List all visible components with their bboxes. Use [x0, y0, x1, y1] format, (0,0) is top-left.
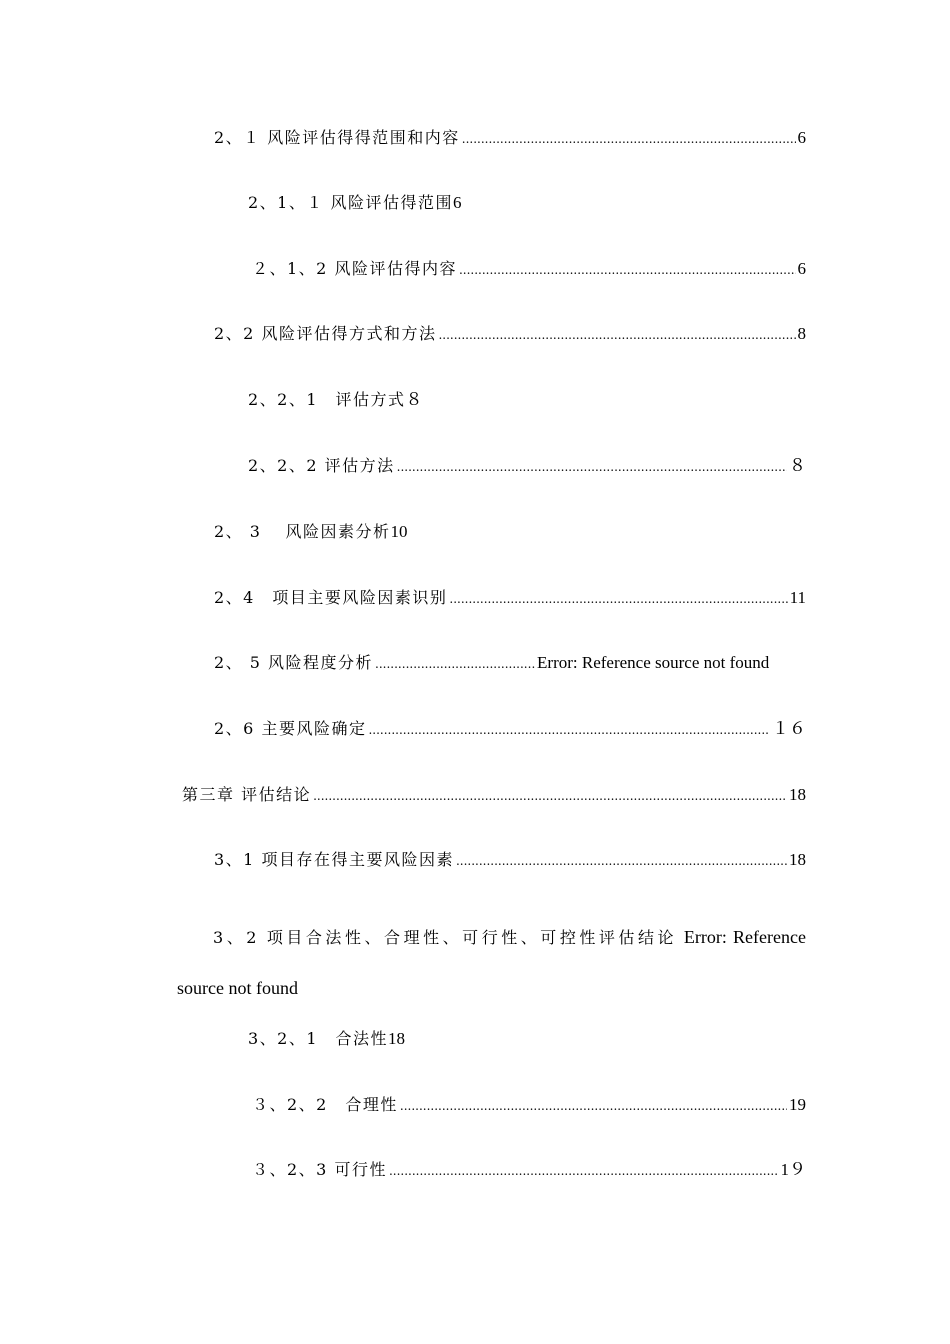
- toc-leader-dots: [313, 784, 787, 808]
- toc-entry-title: 3、2 项目合法性、合理性、可行性、可控性评估结论: [213, 928, 678, 947]
- toc-entry-title: ２、1、2 风险评估得内容: [252, 259, 457, 278]
- toc-entry-wrapped[interactable]: [177, 912, 806, 1014]
- toc-entry[interactable]: [214, 126, 806, 150]
- toc-entry-page: 8: [797, 324, 806, 343]
- toc-entry-page: 6: [797, 259, 806, 278]
- toc-entry-page: ８: [789, 456, 806, 475]
- toc-entry-title: ３、2、3 可行性: [252, 1160, 387, 1179]
- toc-entry-title: 第三章 评估结论: [182, 785, 312, 804]
- toc-entry-title: ３、2、2 合理性: [252, 1095, 398, 1114]
- toc-entry-page: 18: [789, 850, 806, 869]
- toc-leader-dots: [375, 652, 535, 676]
- toc-entry-page: Error: Reference source not found: [177, 927, 806, 998]
- toc-leader-dots: [397, 455, 787, 479]
- toc-entry[interactable]: [214, 717, 806, 741]
- toc-entry[interactable]: [252, 1158, 806, 1182]
- toc-entry[interactable]: [252, 1093, 806, 1117]
- toc-entry-title: 2、１ 风险评估得得范围和内容: [214, 128, 460, 147]
- toc-leader-dots: [459, 258, 796, 282]
- toc-entry-page: 1９: [780, 1160, 806, 1179]
- toc-entry-page: 6: [797, 128, 806, 147]
- toc-entry-title: 2、2 风险评估得方式和方法: [214, 324, 437, 343]
- toc-entry[interactable]: [252, 257, 806, 281]
- toc-entry-page: Error: Reference source not found: [537, 653, 770, 672]
- toc-entry-page: 19: [789, 1095, 806, 1114]
- toc-entry-title: 2、2、2 评估方法: [248, 456, 395, 475]
- toc-entry[interactable]: [248, 1027, 806, 1051]
- toc-entry[interactable]: [214, 322, 806, 346]
- toc-entry-page: 18: [388, 1029, 406, 1048]
- toc-leader-dots: [389, 1159, 779, 1183]
- toc-entry-page: １６: [772, 719, 806, 738]
- toc-leader-dots: [456, 849, 787, 873]
- toc-entry[interactable]: [214, 586, 806, 610]
- toc-entry[interactable]: [214, 848, 806, 872]
- toc-entry-title: 2、6 主要风险确定: [214, 719, 367, 738]
- toc-entry-chapter[interactable]: [182, 783, 806, 807]
- toc-entry-title: 3、1 项目存在得主要风险因素: [214, 850, 454, 869]
- toc-leader-dots: [400, 1094, 787, 1118]
- toc-entry[interactable]: [248, 454, 806, 478]
- toc-entry[interactable]: [214, 651, 806, 675]
- toc-entry-title: 2、2、1 评估方式: [248, 390, 406, 409]
- toc-leader-dots: [462, 127, 796, 151]
- toc-leader-dots: [368, 718, 770, 742]
- toc-entry[interactable]: [248, 191, 806, 215]
- toc-leader-dots: [449, 587, 787, 611]
- toc-entry-title: 2、 3 风险因素分析: [214, 522, 391, 541]
- toc-entry[interactable]: [248, 388, 806, 412]
- toc-entry-page: 10: [390, 522, 408, 541]
- toc-entry-title: 3、2、1 合法性: [248, 1029, 389, 1048]
- toc-entry[interactable]: [214, 520, 806, 544]
- toc-entry-page: ８: [405, 390, 423, 409]
- toc-leader-dots: [438, 323, 795, 347]
- toc-entry-page: 6: [452, 193, 462, 212]
- toc-entry-page: 18: [789, 785, 806, 804]
- toc-entry-title: 2、4 项目主要风险因素识别: [214, 588, 448, 607]
- toc-entry-page: 11: [789, 588, 806, 607]
- toc-entry-title: 2、1、１ 风险评估得范围: [248, 193, 453, 212]
- toc-entry-title: 2、 5 风险程度分析: [214, 653, 374, 672]
